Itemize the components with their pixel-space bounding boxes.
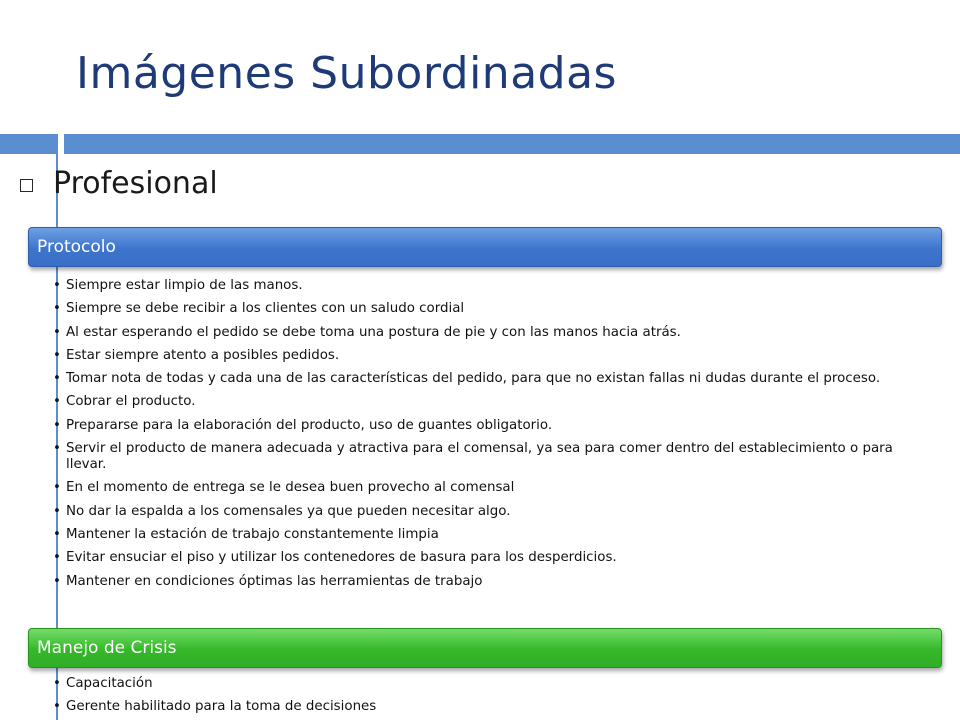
list-item: • Evitar ensuciar el piso y utilizar los contenedores de basura para los desperdicios.: [50, 550, 910, 566]
list-item: • Tomar nota de todas y cada una de las características del pedido, para que no existan fallas ni dudas durante el proceso.: [50, 371, 910, 387]
list-item: • Gerente habilitado para la toma de decisiones: [50, 699, 910, 715]
list-item: • Estar siempre atento a posibles pedidos.: [50, 348, 910, 364]
list-item: • Cobrar el producto.: [50, 394, 910, 410]
main-bullet: [20, 166, 218, 201]
list-item: • Siempre estar limpio de las manos.: [50, 278, 910, 294]
accent-band-left: [0, 134, 56, 154]
protocolo-list: [50, 278, 910, 597]
protocolo-label: Protocolo: [37, 237, 116, 257]
crisis-header: [28, 628, 942, 668]
protocolo-header: [28, 227, 942, 267]
list-item: • No dar la espalda a los comensales ya que pueden necesitar algo.: [50, 504, 910, 520]
list-item: • Mantener la estación de trabajo constantemente limpia: [50, 527, 910, 543]
list-item: • Servir el producto de manera adecuada y atractiva para el comensal, ya sea para comer dentro del establecimiento o para llevar.: [50, 441, 910, 473]
slide-title: Imágenes Subordinadas: [76, 48, 617, 99]
main-bullet-text: Profesional: [53, 166, 218, 201]
list-item: • En el momento de entrega se le desea buen provecho al comensal: [50, 480, 910, 496]
square-bullet-icon: [20, 179, 33, 192]
crisis-list: [50, 676, 910, 720]
crisis-label: Manejo de Crisis: [37, 638, 177, 658]
list-item: • Mantener en condiciones óptimas las herramientas de trabajo: [50, 574, 910, 590]
list-item: • Al estar esperando el pedido se debe toma una postura de pie y con las manos hacia atrás.: [50, 325, 910, 341]
list-item: • Capacitación: [50, 676, 910, 692]
list-item: • Prepararse para la elaboración del producto, uso de guantes obligatorio.: [50, 418, 910, 434]
accent-band-right: [64, 134, 960, 154]
list-item: • Siempre se debe recibir a los clientes con un saludo cordial: [50, 301, 910, 317]
